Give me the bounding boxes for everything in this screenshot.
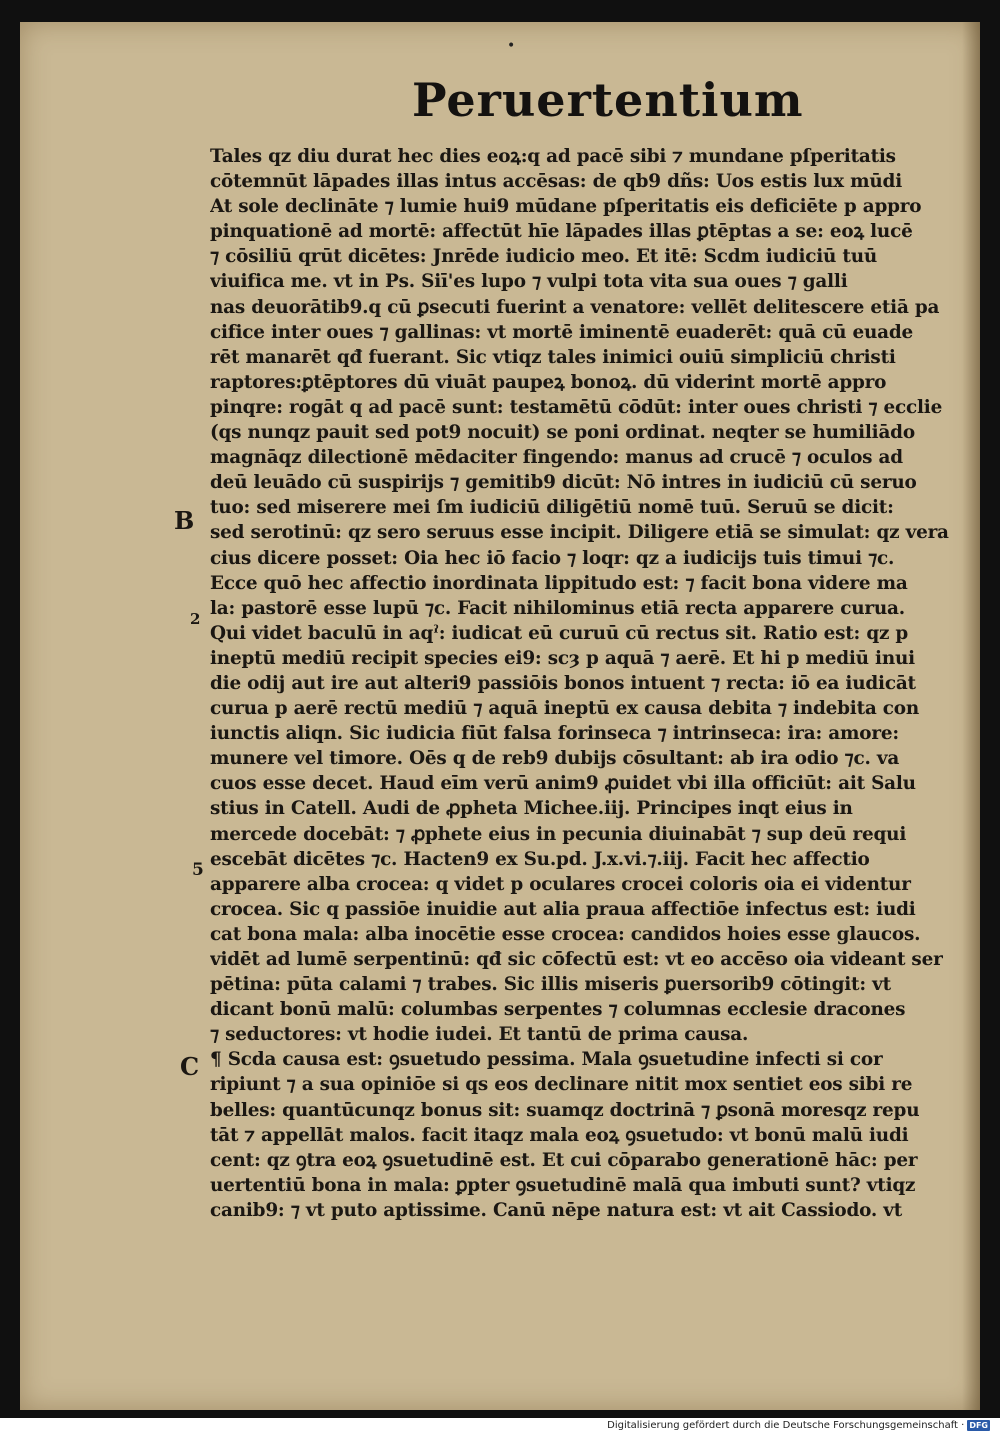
text-line: tuo: sed miserere mei ſm iudiciū diligētiū nomē tuū. Seruū se dicit: [210,497,894,519]
book-page [20,22,980,1410]
text-line: cat bona mala: alba inocētie esse crocea: candidos hoies esse glaucos. [210,923,921,945]
text-line: nas deuorātib9.q cū ꝑsecuti fuerint a venatore: vellēt delitescere etiā pa [210,296,940,318]
margin-note: C [180,1052,200,1081]
text-line: cius dicere posset: Oia hec iō facio ⁊ loqr: qz a iudicijs tuis timui ⁊c. [210,547,895,569]
text-line: deū leuādo cū suspirijs ⁊ gemitib9 dicūt: Nō intres in iudiciū cū seruo [210,472,917,494]
funding-note: Digitalisierung gefördert durch die Deutsche Forschungsgemeinschaft · [607,1420,965,1431]
text-line: ripiunt ⁊ a sua opiniōe si qs eos declinare nitit mox sentiet eos sibi re [210,1074,913,1096]
text-line: (qs nunqz pauit sed pot9 nocuit) se poni ordinat. neqter se humiliādo [210,422,915,444]
running-heading: Peruertentium [412,73,804,127]
body-text [210,144,950,1223]
text-line: escebāt dicētes ⁊c. Hacten9 ex Su.pd. J.x.vi.⁊.iij. Facit hec affectio [210,848,870,870]
text-line: ¶ Scda causa est: ꝯsuetudo pessima. Mala ꝯsuetudine infecti si cor [210,1049,883,1071]
text-line: munere vel timore. Oēs q de reb9 dubijs cōsultant: ab ira odio ⁊c. va [210,748,900,770]
margin-note: 2 [190,610,201,628]
text-line: Qui videt baculū in aqˀ: iudicat eū curuū cū rectus sit. Ratio est: qz p [210,622,909,644]
page-edge-shadow [962,22,980,1410]
text-line: ⁊ seductores: vt hodie iudei. Et tantū de prima causa. [210,1024,749,1046]
text-line: iunctis aliqn. Sic iudicia fiūt falsa forinseca ⁊ intrinseca: ira: amore: [210,723,899,745]
text-line: cōtemnūt lāpades illas intus accēsas: de qb9 dñs: Uos estis lux mūdi [210,171,902,193]
text-line: uertentiū bona in mala: ꝑpter ꝯsuetudinē malā qua imbuti sunt? vtiqz [210,1174,916,1196]
text-line: At sole declināte ⁊ lumie hui9 mūdane pſperitatis eis deficiēte p appro [210,196,922,218]
text-line: ineptū mediū recipit species ei9: scȝ p aquā ⁊ aerē. Et hi p mediū inui [210,647,915,669]
margin-note: B [174,506,195,535]
text-line: Tales qz diu durat hec dies eoꝝ:q ad pacē sibi ⁊ mundane pſperitatis [210,146,896,167]
dfg-logo: DFG [969,1421,988,1430]
text-line: Ecce quō hec affectio inordinata lippitudo est: ⁊ facit bona videre ma [210,572,908,594]
text-line: tāt ⁊ appellāt malos. facit itaqz mala eoꝝ ꝯsuetudo: vt bonū malū iudi [210,1124,909,1146]
text-line: pinqre: rogāt q ad pacē sunt: testamētū cōdūt: inter oues christi ⁊ ecclie [210,396,943,418]
text-line: pinquationē ad mortē: affectūt hīe lāpades illas ꝑtēptas a se: eoꝝ lucē [210,221,913,243]
text-line: canib9: ⁊ vt puto aptissime. Canū nēpe natura est: vt ait Cassiodo. vt [210,1199,903,1221]
text-line: die odij aut ire aut alteri9 passiōis bonos intuent ⁊ recta: iō ea iudicāt [210,672,916,694]
text-line: cifice inter oues ⁊ gallinas: vt mortē iminentē euaderēt: quā cū euade [210,321,913,343]
text-line: stius in Catell. Audi de ꝓpheta Michee.iij. Principes inqt eius in [210,798,853,820]
text-line: crocea. Sic q passiōe inuidie aut alia praua affectiōe infectus est: iudi [210,898,916,920]
margin-note: 5 [192,860,204,880]
text-line: cent: qz ꝯtra eoꝝ ꝯsuetudinē est. Et cui cōparabo generationē hāc: per [210,1149,918,1171]
text-line: cuos esse decet. Haud eīm verū anim9 ꝓuidet vbi illa officiūt: ait Salu [210,773,916,795]
text-line: ⁊ cōsiliū qrūt dicētes: Jnrēde iudicio meo. Et itē: Scdm iudiciū tuū [210,246,878,268]
text-line: sed serotinū: qz sero seruus esse incipit. Diligere etiā se simulat: qz vera [210,522,949,544]
text-line: mercede docebāt: ⁊ ꝓphete eius in pecunia diuinabāt ⁊ sup deū requi [210,823,907,845]
text-line: viuifica me. vt in Ps. Siī'es lupo ⁊ vulpi tota vita sua oues ⁊ galli [210,271,848,293]
text-line: apparere alba crocea: q videt p oculares crocei coloris oia ei videntur [210,873,911,895]
text-line: la: pastorē esse lupū ⁊c. Facit nihilominus etiā recta apparere curua. [210,597,905,619]
page-marker: • [507,38,516,54]
text-line: belles: quantūcunqz bonus sit: suamqz doctrinā ⁊ ꝑsonā moresqz repu [210,1099,920,1121]
text-line: curua p aerē rectū mediū ⁊ aquā ineptū ex causa debita ⁊ indebita con [210,698,920,720]
text-line: dicant bonū malū: columbas serpentes ⁊ columnas ecclesie dracones [210,999,906,1021]
text-line: vidēt ad lumē serpentinū: qđ sic cōfectū est: vt eo accēso oia videant ser [210,949,943,970]
text-line: rēt manarēt qđ fuerant. Sic vtiqz tales inimici ouiū simpliciū christi [210,346,896,368]
text-line: raptores:ꝑtēptores dū viuāt paupeꝝ bonoꝝ. dū viderint mortē appro [210,371,887,393]
funding-footer [607,1418,990,1433]
text-line: pētina: pūta calami ⁊ trabes. Sic illis miseris ꝑuersorib9 cōtingit: vt [210,974,891,996]
text-line: magnāqz dilectionē mēdaciter fingendo: manus ad crucē ⁊ oculos ad [210,447,903,469]
